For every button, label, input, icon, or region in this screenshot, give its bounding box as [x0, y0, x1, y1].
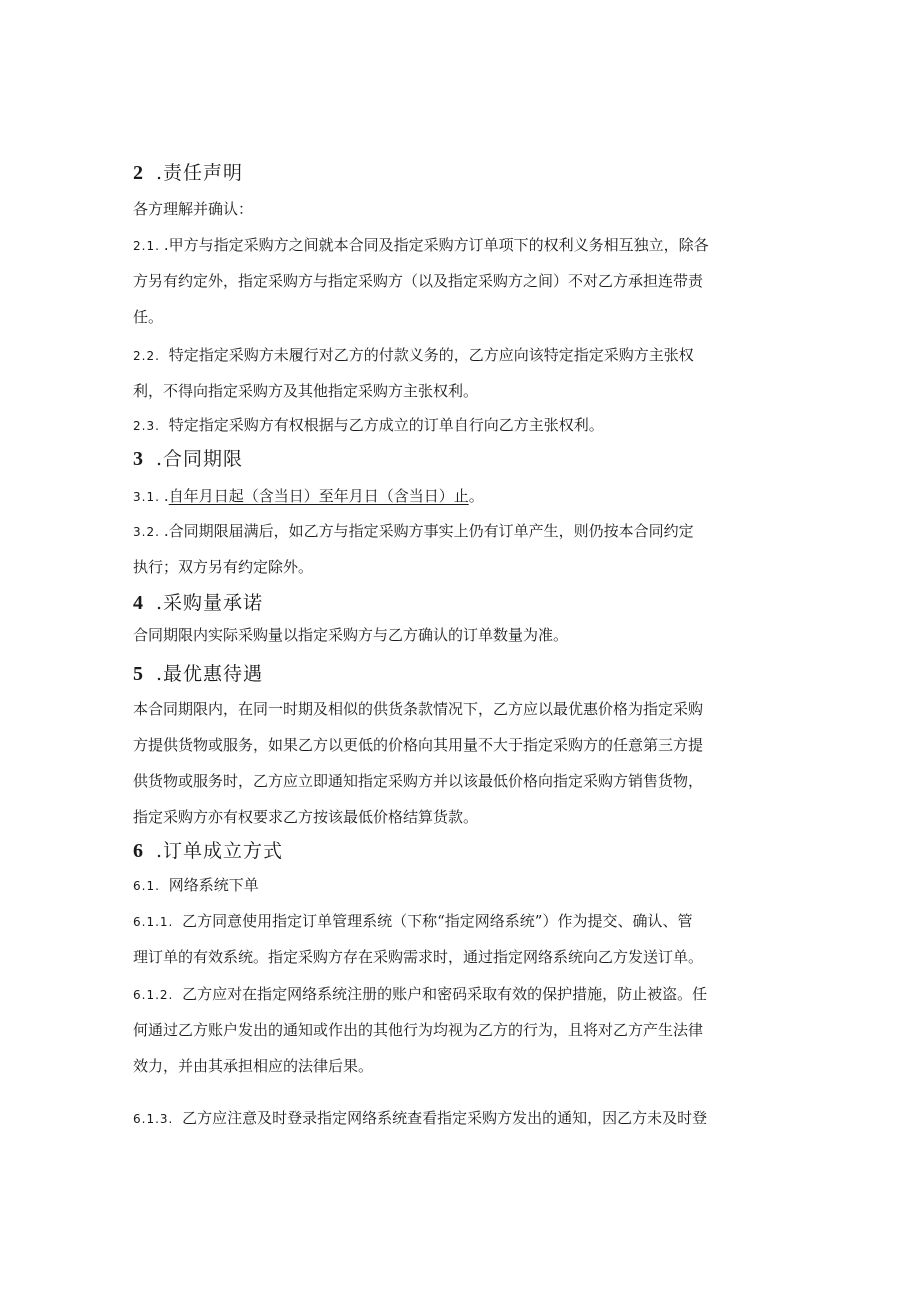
paragraph-5	[133, 691, 793, 835]
text-line: 本合同期限内，在同一时期及相似的供货条款情况下，乙方应以最优惠价格为指定采购	[133, 700, 704, 718]
clause-number: 6.1.	[133, 879, 160, 893]
paragraph	[133, 193, 793, 225]
text-line: .甲方与指定采购方之间就本合同及指定采购方订单项下的权利义务相互独立，除各	[163, 236, 709, 254]
clause-6-1-3	[133, 1100, 793, 1136]
clause-number: 2.3.	[133, 419, 160, 433]
text-line: 乙方应对在指定网络系统注册的账户和密码采取有效的保护措施，防止被盗。任	[182, 985, 708, 1003]
clause-6-1-2	[133, 976, 793, 1084]
clause-2-3	[133, 407, 793, 443]
clause-6-1	[133, 869, 793, 901]
underlined-text: 自年月日起（含当日）至年月日（含当日）止	[168, 487, 469, 505]
clause-3-2	[133, 513, 793, 585]
section-title: .责任声明	[156, 162, 244, 184]
section-title: .订单成立方式	[156, 840, 284, 862]
text-line: 特定指定采购方未履行对乙方的付款义务的，乙方应向该特定指定采购方主张权	[168, 346, 694, 364]
section-number: 5	[133, 663, 144, 685]
text-line: 乙方同意使用指定订单管理系统（下称“指定网络系统”）作为提交、确认、管	[182, 912, 693, 930]
text-prefix: .	[163, 487, 169, 505]
clause-number: 3.1.	[133, 490, 160, 504]
section-heading-5	[133, 657, 793, 691]
text-line: 方提供货物或服务，如果乙方以更低的价格向其用量不大于指定采购方的任意第三方提	[133, 736, 704, 754]
text-line: 方另有约定外，指定采购方与指定采购方（以及指定采购方之间）不对乙方承担连带责	[133, 272, 704, 290]
clause-number: 6.1.3.	[133, 1112, 174, 1126]
clause-number: 6.1.1.	[133, 915, 174, 929]
text-line: 各方理解并确认：	[133, 200, 254, 218]
clause-2-2	[133, 337, 793, 409]
clause-number: 6.1.2.	[133, 988, 174, 1002]
clause-number: 2.2.	[133, 349, 160, 363]
clause-3-1	[133, 478, 793, 514]
text-line: 供货物或服务时，乙方应立即通知指定采购方并以该最低价格向指定采购方销售货物，	[133, 772, 704, 790]
section-heading-3	[133, 442, 793, 476]
clause-2-1	[133, 227, 793, 335]
text-line: 指定采购方亦有权要求乙方按该最低价格结算货款。	[133, 808, 479, 826]
text-line: 任。	[133, 308, 164, 326]
section-title: .采购量承诺	[156, 592, 264, 614]
clause-number: 3.2.	[133, 525, 160, 539]
text-line: 利，不得向指定采购方及其他指定采购方主张权利。	[133, 382, 479, 400]
text-line: 执行；双方另有约定除外。	[133, 558, 314, 576]
section-heading-4	[133, 586, 793, 620]
section-heading-2	[133, 156, 793, 190]
paragraph-4	[133, 619, 793, 651]
text-line: .合同期限届满后，如乙方与指定采购方事实上仍有订单产生，则仍按本合同约定	[163, 522, 694, 540]
section-title: .最优惠待遇	[156, 663, 264, 685]
text-suffix: 。	[468, 487, 484, 505]
text-line: 乙方应注意及时登录指定网络系统查看指定采购方发出的通知，因乙方未及时登	[182, 1109, 708, 1127]
text-line: 网络系统下单	[168, 876, 259, 894]
text-line: 何通过乙方账户发出的通知或作出的其他行为均视为乙方的行为，且将对乙方产生法律	[133, 1021, 704, 1039]
text-line: 特定指定采购方有权根据与乙方成立的订单自行向乙方主张权利。	[168, 416, 604, 434]
section-heading-6	[133, 834, 793, 868]
clause-number: 2.1.	[133, 239, 160, 253]
section-number: 4	[133, 592, 144, 614]
section-number: 3	[133, 448, 144, 470]
text-line: 合同期限内实际采购量以指定采购方与乙方确认的订单数量为准。	[133, 626, 569, 644]
clause-6-1-1	[133, 903, 793, 975]
section-number: 2	[133, 162, 144, 184]
section-number: 6	[133, 840, 144, 862]
text-line: 理订单的有效系统。指定采购方存在采购需求时，通过指定网络系统向乙方发送订单。	[133, 948, 704, 966]
section-title: .合同期限	[156, 448, 244, 470]
text-line: 效力，并由其承担相应的法律后果。	[133, 1057, 374, 1075]
